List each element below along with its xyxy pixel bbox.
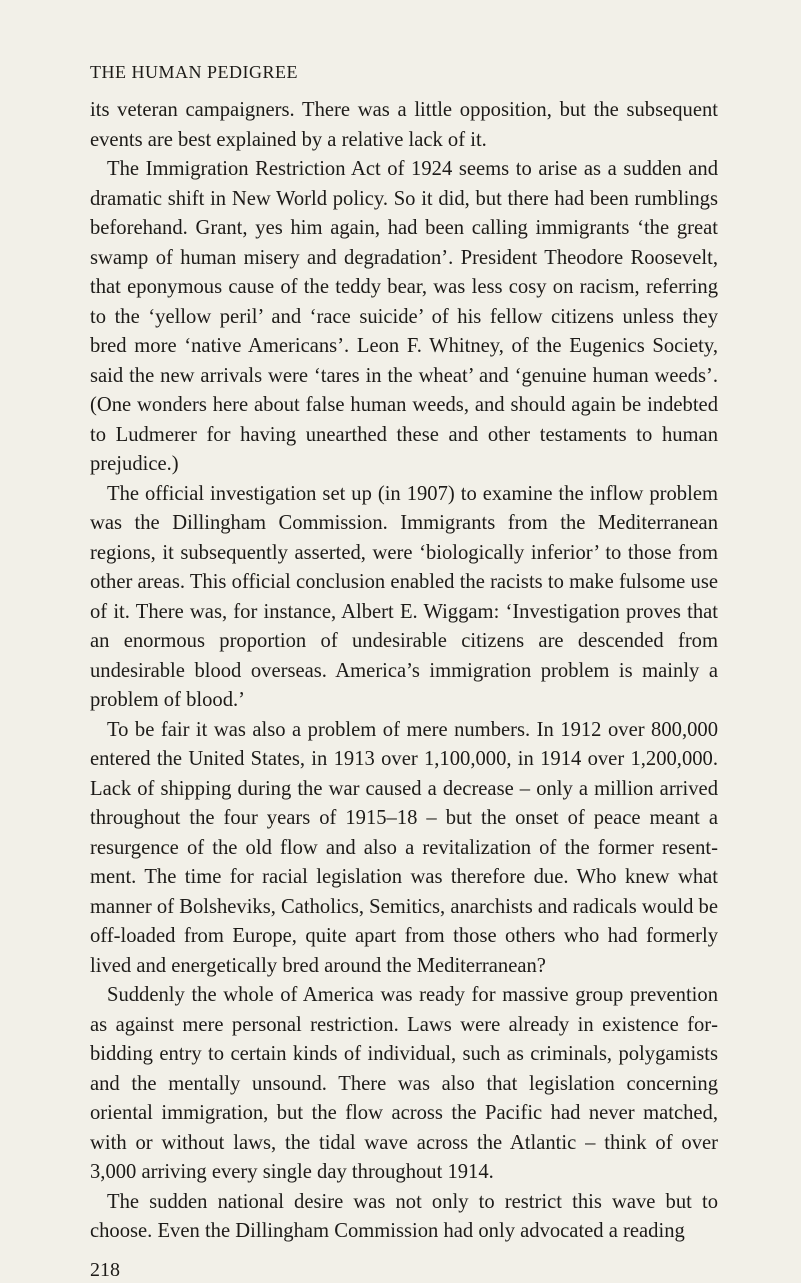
paragraph-immigration-numbers: To be fair it was also a problem of mere numbers. In 1912 over 800,000 entered the United States, in 1913 over 1,100,000, in 1914 over 1,200,000. Lack of shipping during the war caused a decrease – only a million arrived throughout the four years of 1915–18 – but the onset of peace meant a resurgence of the old flow and also a revitalization of the former resentment. The time for racial legislation was therefore due. Who knew what manner of Bolsheviks, Catholics, Semitics, anarchists and radicals would be off-loaded from Europe, quite apart from those others who had formerly lived and energetically bred around the Mediterranean? xyxy=(90,718,718,977)
running-head: THE HUMAN PEDIGREE xyxy=(90,62,298,82)
book-page xyxy=(90,60,718,1283)
paragraph-dillingham-commission: The official investigation set up (in 1907) to examine the inflow problem was the Dillingham Commission. Immigrants from the Mediterranean regions, it subsequently asserted, were ‘biologically inferior’ to those from other areas. This official conclusion enabled the racists to make fulsome use of it. There was, for instance, Albert E. Wiggam: ‘Investigation proves that an enormous proportion of undesirable citizens are descended from undesirable blood overseas. America’s immigration problem is mainly a problem of blood.’ xyxy=(90,482,718,711)
paragraph-immigration-act: The Immigration Restriction Act of 1924 seems to arise as a sudden and dramatic shift in New World policy. So it did, but there had been rumblings beforehand. Grant, yes him again, had been calling immigrants ‘the great swamp of human misery and degradation’. President Theodore Roosevelt, that eponymous cause of the teddy bear, was less cosy on racism, referring to the ‘yellow peril’ and ‘race suicide’ of his fellow citizens unless they bred more ‘native Americans’. Leon F. Whitney, of the Eugenics Society, said the new arrivals were ‘tares in the wheat’ and ‘genuine human weeds’. (One wonders here about false human weeds, and should again be indebted to Ludmerer for having unearthed these and other testaments to human prejudice.) xyxy=(90,158,718,475)
page-number: 218 xyxy=(90,1258,120,1281)
paragraph-national-desire: The sudden national desire was not only to restrict this wave but to choose. Even the Dillingham Commission had only advocated a reading xyxy=(90,1190,718,1242)
paragraph-group-prevention: Suddenly the whole of America was ready for massive group prevention as against mere personal restriction. Laws were already in existence forbidding entry to certain kinds of individual, such as criminals, polygamists and the mentally unsound. There was also that legislation concerning oriental immigration, but the flow across the Pacific had never matched, with or without laws, the tidal wave across the Atlantic – think of over 3,000 arriving every single day throughout 1914. xyxy=(90,984,718,1183)
body-text xyxy=(90,96,718,1247)
paragraph-continuation: its veteran campaigners. There was a little opposition, but the subsequent events are best explained by a relative lack of it. xyxy=(90,99,718,151)
